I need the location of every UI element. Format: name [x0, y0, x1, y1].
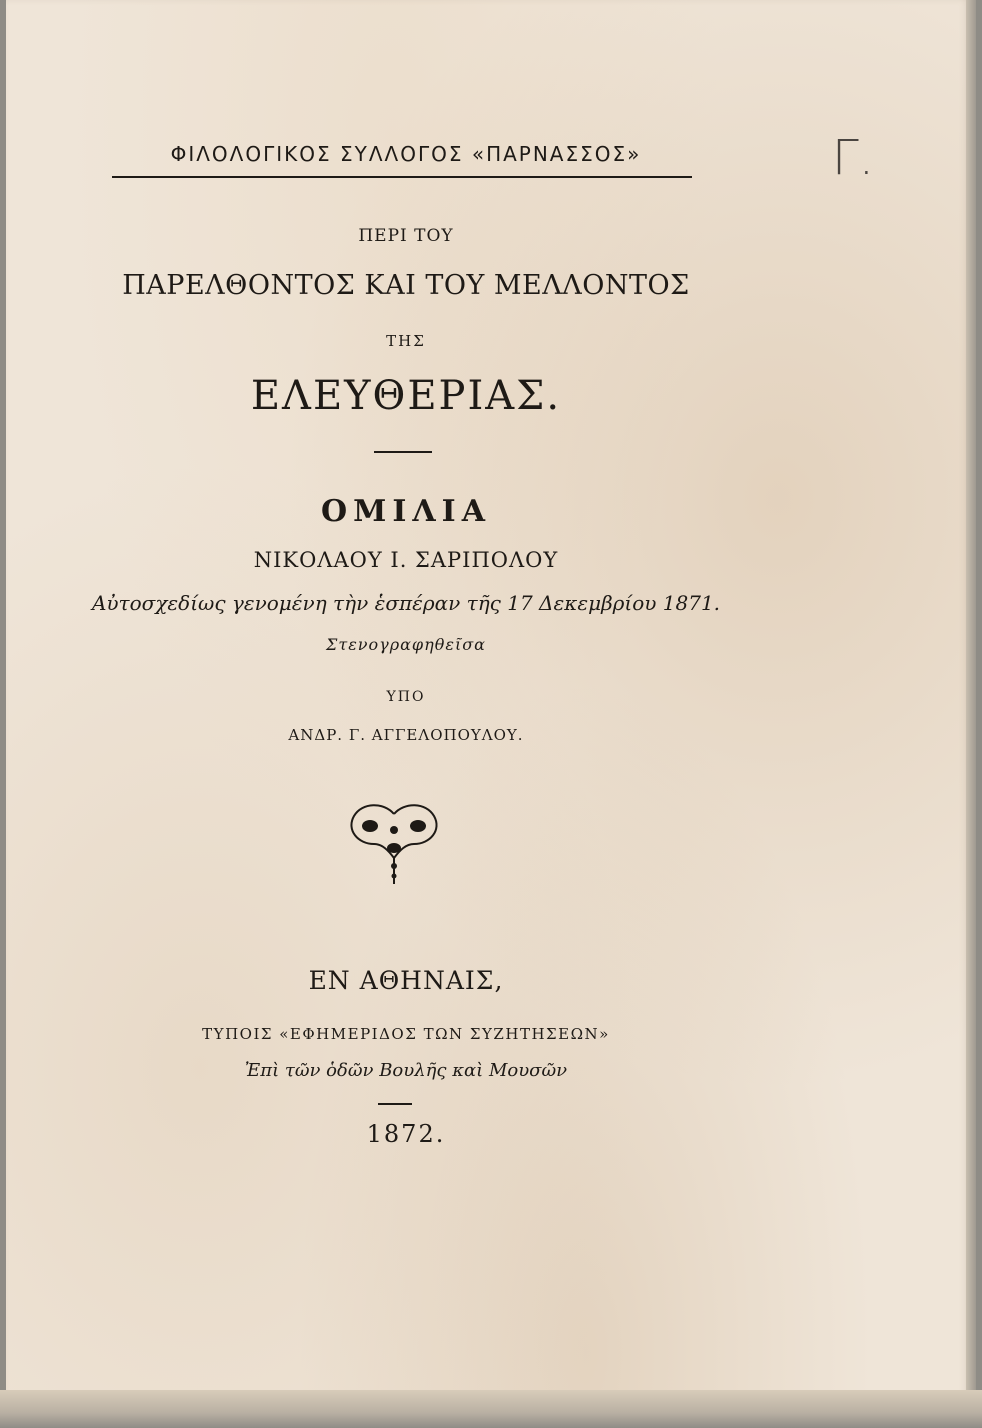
imprint-printer: ΤΥΠΟΙΣ «ΕΦΗΜΕΡΙΔΟΣ ΤΩΝ ΣΥΖΗΤΗΣΕΩΝ»: [202, 1025, 610, 1043]
title-article: ΤΗΣ: [386, 332, 426, 350]
title-page: [6, 0, 973, 1424]
society-name: ΦΙΛΟΛΟΓΙΚΟΣ ΣΥΛΛΟΓΟΣ «ΠΑΡΝΑΣΣΟΣ»: [170, 142, 642, 166]
imprint-rule: [378, 1103, 412, 1105]
floral-heart-ornament-icon: [344, 800, 444, 886]
occasion-line: Αὐτοσχεδίως γενομένη τὴν ἑσπέραν τῆς 17 Δεκεμβρίου 1871.: [91, 591, 721, 615]
imprint-place: ΕΝ ΑΘΗΝΑΙΣ,: [308, 966, 504, 995]
stenography-note: Στενογραφηθεῖσα: [326, 635, 486, 654]
title-prefix: ΠΕΡΙ ΤΟΥ: [358, 226, 454, 246]
divider-rule: [374, 451, 432, 453]
handwritten-mark: Γ.: [832, 130, 874, 186]
author-name: ΝΙΚΟΛΑΟΥ Ι. ΣΑΡΙΠΟΛΟΥ: [253, 548, 559, 572]
imprint-address: Ἐπὶ τῶν ὁδῶν Βουλῆς καὶ Μουσῶν: [244, 1060, 568, 1081]
title-main: ΕΛΕΥΘΕΡΙΑΣ.: [250, 373, 562, 419]
transcriber-name: ΑΝΔΡ. Γ. ΑΓΓΕΛΟΠΟΥΛΟΥ.: [288, 726, 524, 744]
by-label: ΥΠΟ: [386, 689, 426, 705]
genre-heading: ΟΜΙΛΙΑ: [321, 494, 491, 529]
title-subject: ΠΑΡΕΛΘΟΝΤΟΣ ΚΑΙ ΤΟΥ ΜΕΛΛΟΝΤΟΣ: [122, 270, 690, 301]
page-stack-edge: [966, 0, 976, 1428]
page-bottom-edge: [0, 1390, 982, 1428]
imprint-year: 1872.: [366, 1120, 446, 1148]
header-rule: [112, 176, 692, 178]
